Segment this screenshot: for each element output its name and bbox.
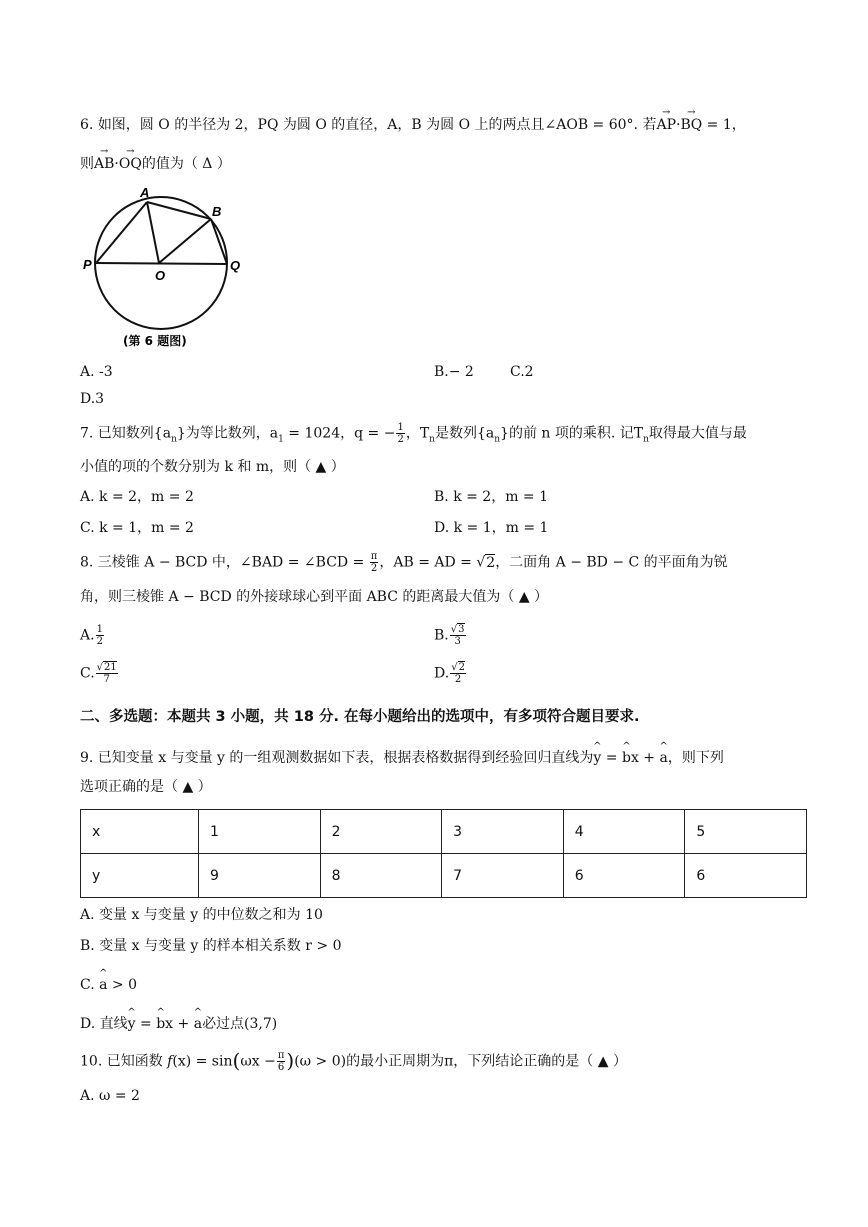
q8-opt-b-label: B. <box>434 627 449 644</box>
table-row-x <box>81 810 807 854</box>
q8-option-a <box>80 624 105 647</box>
q7-sub-1: 1 <box>278 434 284 445</box>
q6-figure <box>78 182 248 352</box>
table-cell: 6 <box>685 854 807 898</box>
q6-vector-ab: → AB <box>94 155 114 173</box>
q8-opt-b-num: √3 <box>450 624 465 635</box>
q6-line2-a: 则 <box>80 156 94 172</box>
q6-text-a: 如图，圆 O 的半径为 2，PQ 为圆 O 的直径，A，B 为圆 O 上的两点且∠AOB = 60°. 若 <box>97 117 657 133</box>
table-cell: 5 <box>685 810 807 854</box>
q9-text-a: 9. 已知变量 x 与变量 y 的一组观测数据如下表，根据表格数据得到经验回归直线为 <box>80 750 594 766</box>
figure-caption: (第 6 题图) <box>123 334 187 348</box>
q9-ahat: ^ a <box>659 749 667 767</box>
q7-line2: 小值的项的个数分别为 k 和 m，则（ ▲ ） <box>80 459 345 475</box>
q8-text-c: ，二面角 A − BD − C 的平面角为锐 <box>495 554 728 571</box>
q7-option-c: C. k = 1，m = 2 <box>80 520 194 536</box>
q10-option-a: A. ω = 2 <box>80 1088 140 1104</box>
q8-opt-a-frac <box>96 624 104 647</box>
q8-option-d <box>434 662 467 685</box>
q8-opt-b-rad: 3 <box>458 624 465 635</box>
q9-opt-d-rest: 必过点(3,7) <box>202 1016 278 1032</box>
q8-opt-c-frac <box>96 662 118 685</box>
q7-text-d: ，T <box>405 425 430 442</box>
q8-option-b <box>434 624 467 647</box>
table-cell: x <box>81 810 199 854</box>
q10-rparen: ) <box>286 1048 295 1073</box>
q9-opt-d-xplus: x + <box>165 1016 194 1032</box>
q9-xplus: x + <box>630 750 660 766</box>
q9-opt-c-rest: > 0 <box>107 977 138 993</box>
q9-text-b: ，则下列 <box>667 750 724 766</box>
q6-option-c: C.2 <box>510 364 534 380</box>
q9-option-a: A. 变量 x 与变量 y 的中位数之和为 10 <box>80 907 323 923</box>
q9-line1 <box>80 749 724 767</box>
q8-opt-d-rad: 2 <box>458 662 465 673</box>
q8-frac-num: π <box>370 551 378 562</box>
q9-opt-c-ahat: ^ a <box>99 976 107 994</box>
q10-text-c: ωx − <box>240 1053 276 1070</box>
q6-option-a: A. -3 <box>80 364 113 380</box>
section-heading: 二、多选题：本题共 3 小题，共 18 分. 在每小题给出的选项中，有多项符合题目要求. <box>80 709 640 725</box>
q10-text-a: 10. 已知函数 <box>80 1053 168 1070</box>
q6-line2-b: 的值为（ Δ ） <box>141 156 231 172</box>
q9-yhat: ^ y <box>593 749 601 767</box>
table-cell: 1 <box>198 810 320 854</box>
q6-line2 <box>80 155 231 173</box>
label-b: B <box>212 204 222 219</box>
q10-line1 <box>80 1050 627 1073</box>
table-cell: 8 <box>320 854 442 898</box>
q10-fraction <box>277 1050 286 1073</box>
q9-data-table <box>80 809 807 898</box>
diameter-pq <box>96 263 227 264</box>
q7-frac-den: 2 <box>397 434 404 445</box>
q8-opt-b-den: 3 <box>454 636 461 647</box>
q7-text-b: }为等比数列，a <box>176 425 279 442</box>
q7-option-b: B. k = 2，m = 1 <box>434 489 549 505</box>
q9-opt-d-eq: = <box>135 1016 157 1032</box>
q8-option-c <box>80 662 119 685</box>
q7-option-a: A. k = 2，m = 2 <box>80 489 194 505</box>
q7-text-c: = 1024，q = − <box>283 425 396 442</box>
q6-dot2: · <box>114 156 119 172</box>
q6-line1 <box>80 116 746 134</box>
q9-opt-d-ahat: ^ a <box>194 1015 202 1033</box>
q8-line1 <box>80 551 728 574</box>
q8-opt-d-num: √2 <box>451 662 465 673</box>
q10-lparen: ( <box>232 1048 241 1073</box>
q8-opt-c-den: 7 <box>103 674 110 685</box>
q9-option-d <box>80 1015 277 1033</box>
q7-fraction <box>396 422 404 445</box>
q7-text-f: }的前 n 项的乘积. 记T <box>500 425 644 442</box>
table-cell: 6 <box>563 854 685 898</box>
q8-text-a: 8. 三棱锥 A − BCD 中，∠BAD = ∠BCD = <box>80 554 369 571</box>
segment-ob <box>159 219 211 263</box>
q9-eq: = <box>601 750 622 766</box>
q7-text-e: 是数列{a <box>434 425 495 442</box>
q7-sub-n: n <box>171 434 177 445</box>
q6-option-b: B.− 2 <box>434 364 474 380</box>
table-cell: 9 <box>198 854 320 898</box>
q6-text-b: = 1， <box>702 117 746 133</box>
q6-option-d: D.3 <box>80 391 105 407</box>
q8-opt-d-frac <box>450 662 466 685</box>
q6-number: 6. <box>80 117 94 133</box>
q10-frac-num: π <box>277 1050 285 1061</box>
q8-line2: 角，则三棱锥 A − BCD 的外接球球心到平面 ABC 的距离最大值为（ ▲ ） <box>80 589 549 605</box>
q8-fraction <box>370 551 379 574</box>
q9-opt-d-yhat: ^ y <box>128 1015 136 1033</box>
q6-dot: · <box>675 117 681 133</box>
q8-opt-a-label: A. <box>80 627 95 644</box>
q9-bhat: ^ b <box>622 749 631 767</box>
q8-opt-a-num: 1 <box>96 624 103 635</box>
q7-line1 <box>80 422 747 448</box>
q8-opt-c-label: C. <box>80 665 95 682</box>
q7-sub-n4: n <box>643 434 649 445</box>
q10-frac-den: 6 <box>277 1062 285 1073</box>
q6-vector-oq: → OQ <box>119 155 142 173</box>
q9-option-c <box>80 976 137 994</box>
q8-frac-den: 2 <box>370 563 378 574</box>
q7-text-g: 取得最大值与最 <box>648 425 747 442</box>
label-p: P <box>83 257 92 272</box>
q9-opt-d-bhat: ^ b <box>156 1015 165 1033</box>
q8-opt-d-den: 2 <box>454 674 462 685</box>
label-o: O <box>155 268 166 283</box>
q9-opt-c-label: C. <box>80 977 100 993</box>
q8-opt-d-label: D. <box>434 665 450 682</box>
q7-frac-num: 1 <box>397 422 404 433</box>
q7-text-a: 7. 已知数列{a <box>80 425 172 442</box>
table-row-y <box>81 854 807 898</box>
table-cell: y <box>81 854 199 898</box>
q7-option-d: D. k = 1，m = 1 <box>434 520 549 536</box>
table-cell: 2 <box>320 810 442 854</box>
q7-sub-n2: n <box>429 434 435 445</box>
q10-text-b: (x) = sin <box>172 1053 233 1070</box>
q8-sqrt-arg: 2 <box>486 554 496 571</box>
q8-opt-c-rad: 21 <box>104 662 117 673</box>
q10-text-d: (ω > 0)的最小正周期为π，下列结论正确的是（ ▲ ） <box>294 1053 627 1070</box>
segment-ao <box>147 202 159 263</box>
q9-line2: 选项正确的是（ ▲ ） <box>80 779 212 795</box>
q7-sub-n3: n <box>494 434 501 445</box>
table-cell: 3 <box>442 810 564 854</box>
q6-vector-ap: → AP <box>656 116 676 134</box>
table-cell: 7 <box>442 854 564 898</box>
q9-option-b: B. 变量 x 与变量 y 的样本相关系数 r > 0 <box>80 938 342 954</box>
q6-vector-bq: → BQ <box>680 116 702 134</box>
q8-opt-a-den: 2 <box>96 636 103 647</box>
table-cell: 4 <box>563 810 685 854</box>
q9-opt-d-label: D. 直线 <box>80 1016 128 1032</box>
q8-opt-c-num: √21 <box>96 662 117 673</box>
segment-bq <box>211 219 227 264</box>
q10-f: f <box>167 1053 173 1070</box>
label-q: Q <box>230 258 241 273</box>
q8-opt-b-frac <box>450 624 466 647</box>
label-a: A <box>140 185 150 200</box>
q8-text-b: ，AB = AD = √ <box>379 554 486 571</box>
